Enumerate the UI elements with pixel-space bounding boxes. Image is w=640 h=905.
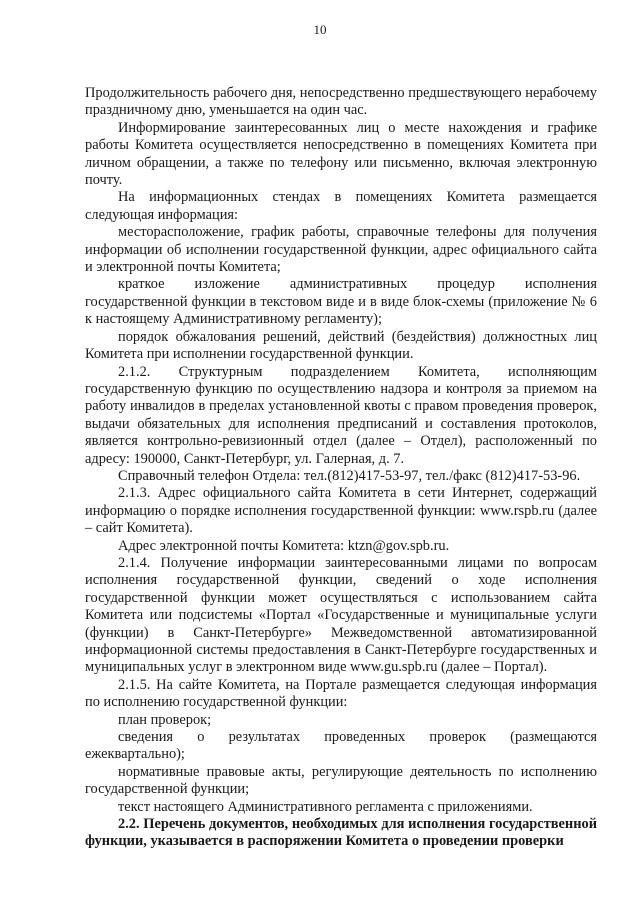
document-body <box>85 85 597 851</box>
paragraph: 2.1.3. Адрес официального сайта Комитета в сети Интернет, содержащий информацию о порядке исполнения государственной функции: www.rspb.ru (далее – сайт Комитета). <box>85 485 597 537</box>
paragraph: Информирование заинтересованных лиц о месте нахождения и графике работы Комитета осуществляется непосредственно в помещениях Комитета при личном обращении, а также по телефону или письменно, включая электронную почту. <box>85 119 597 189</box>
paragraph: 2.1.2. Структурным подразделением Комитета, исполняющим государственную функцию по осуществлению надзора и контроля за приемом на работу инвалидов в пределах установленной квоты с правом проведения проверок, выдачи обязательных для исполнения предписаний и составления протоколов, является контрольно-ревизионный отдел (далее – Отдел), расположенный по адресу: 190000, Санкт-Петербург, ул. Галерная, д. 7. <box>85 363 597 467</box>
section-heading: 2.2. Перечень документов, необходимых для исполнения государственной функции, указывается в распоряжении Комитета о проведении проверки <box>85 816 597 850</box>
paragraph: план проверок; <box>118 711 212 728</box>
paragraph: нормативные правовые акты, регулирующие деятельность по исполнению государственной функции; <box>85 763 597 798</box>
paragraph: Адрес электронной почты Комитета: ktzn@gov.spb.ru. <box>118 537 450 554</box>
paragraph: сведения о результатах проведенных проверок (размещаются ежеквартально); <box>85 729 597 763</box>
paragraph: 2.1.4. Получение информации заинтересованными лицами по вопросам исполнения государственной функции, сведений о ходе исполнения государственной функции может осуществляться с использованием сайта Комитета или подсистемы «Портал «Государственные и муниципальные услуги (функции) в Санкт-Петербурге» Межведомственной автоматизированной информационной системы предоставления в Санкт-Петербурге государственных и муниципальных услуг в электронном виде www.gu.spb.ru (далее – Портал). <box>85 554 597 676</box>
paragraph: 2.1.5. На сайте Комитета, на Портале размещается следующая информация по исполнению государственной функции: <box>85 676 597 711</box>
paragraph: Продолжительность рабочего дня, непосредственно предшествующего нерабочему праздничному дню, уменьшается на один час. <box>85 85 597 119</box>
paragraph: месторасположение, график работы, справочные телефоны для получения информации об исполнении государственной функции, адрес официального сайта и электронной почты Комитета; <box>85 224 597 276</box>
paragraph: краткое изложение административных процедур исполнения государственной функции в текстовом виде и в виде блок-схемы (приложение № 6 к настоящему Административному регламенту); <box>85 276 597 328</box>
paragraph: текст настоящего Административного регламента с приложениями. <box>118 798 533 815</box>
paragraph: порядок обжалования решений, действий (бездействия) должностных лиц Комитета при исполнении государственной функции. <box>85 328 597 363</box>
paragraph: На информационных стендах в помещениях Комитета размещается следующая информация: <box>85 189 597 223</box>
paragraph: Справочный телефон Отдела: тел.(812)417-53-97, тел./факс (812)417-53-96. <box>118 467 581 484</box>
page-number: 10 <box>313 22 327 37</box>
